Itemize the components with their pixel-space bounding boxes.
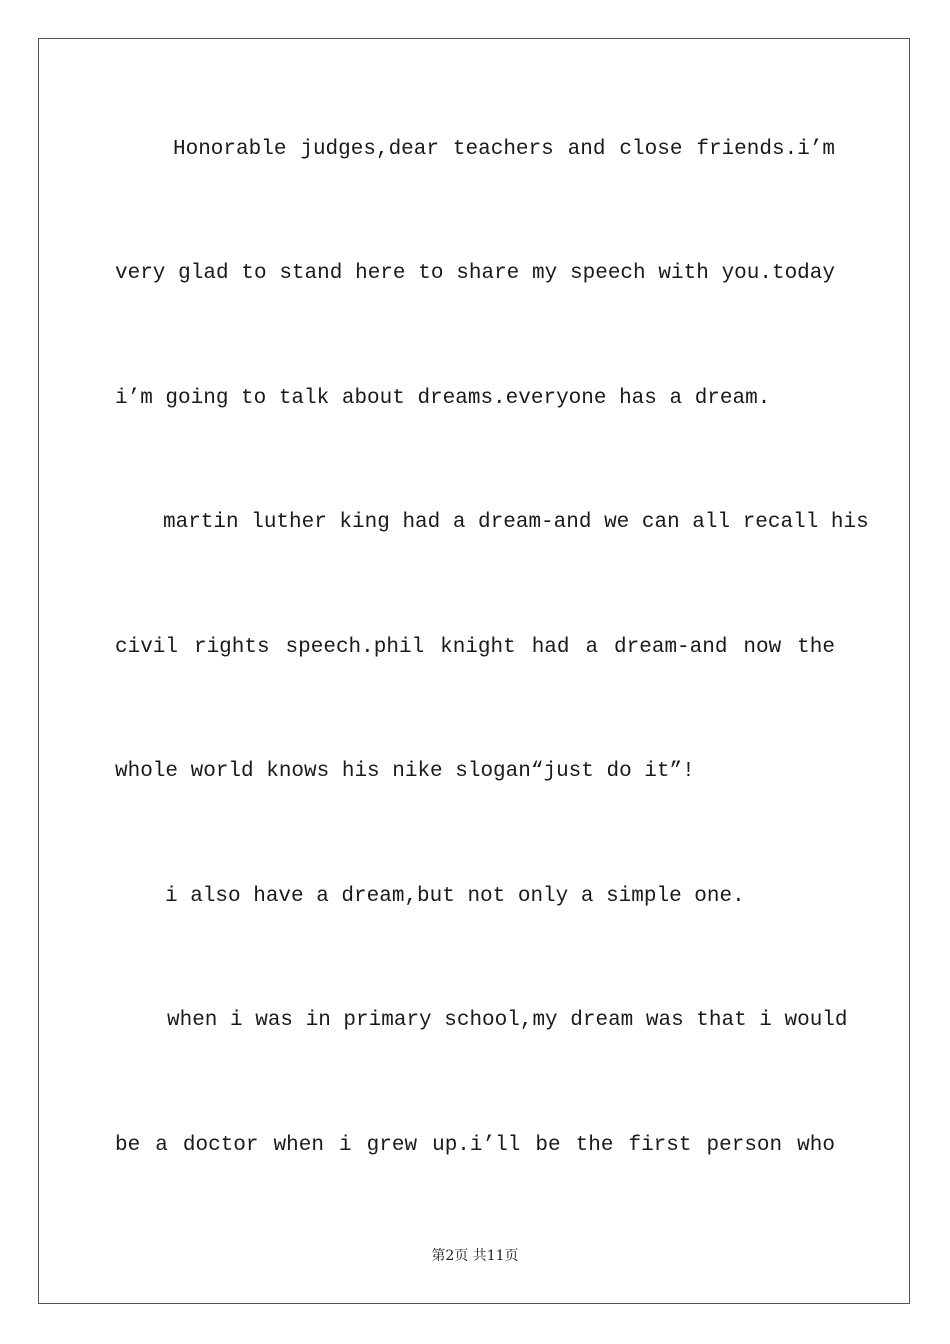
page-number-footer: 第2页 共11页 [431, 1248, 519, 1264]
page-border [38, 38, 910, 1304]
paragraph-1-line-2: very glad to stand here to share my speech with you.today [115, 262, 835, 285]
paragraph-4-line-2: be a doctor when i grew up.i’ll be the first person who [115, 1134, 835, 1157]
paragraph-1-line-3: i’m going to talk about dreams.everyone has a dream. [115, 387, 771, 410]
paragraph-2-line-3: whole world knows his nike slogan“just do it”! [115, 760, 695, 783]
paragraph-2-line-1: martin luther king had a dream-and we can all recall his [163, 511, 869, 534]
paragraph-2-line-2: civil rights speech.phil knight had a dream-and now the [115, 636, 835, 659]
paragraph-4-line-1: when i was in primary school,my dream was that i would [167, 1009, 848, 1032]
paragraph-1-line-1: Honorable judges,dear teachers and close friends.i’m [173, 138, 835, 161]
paragraph-3-line-1: i also have a dream,but not only a simple one. [165, 885, 745, 908]
